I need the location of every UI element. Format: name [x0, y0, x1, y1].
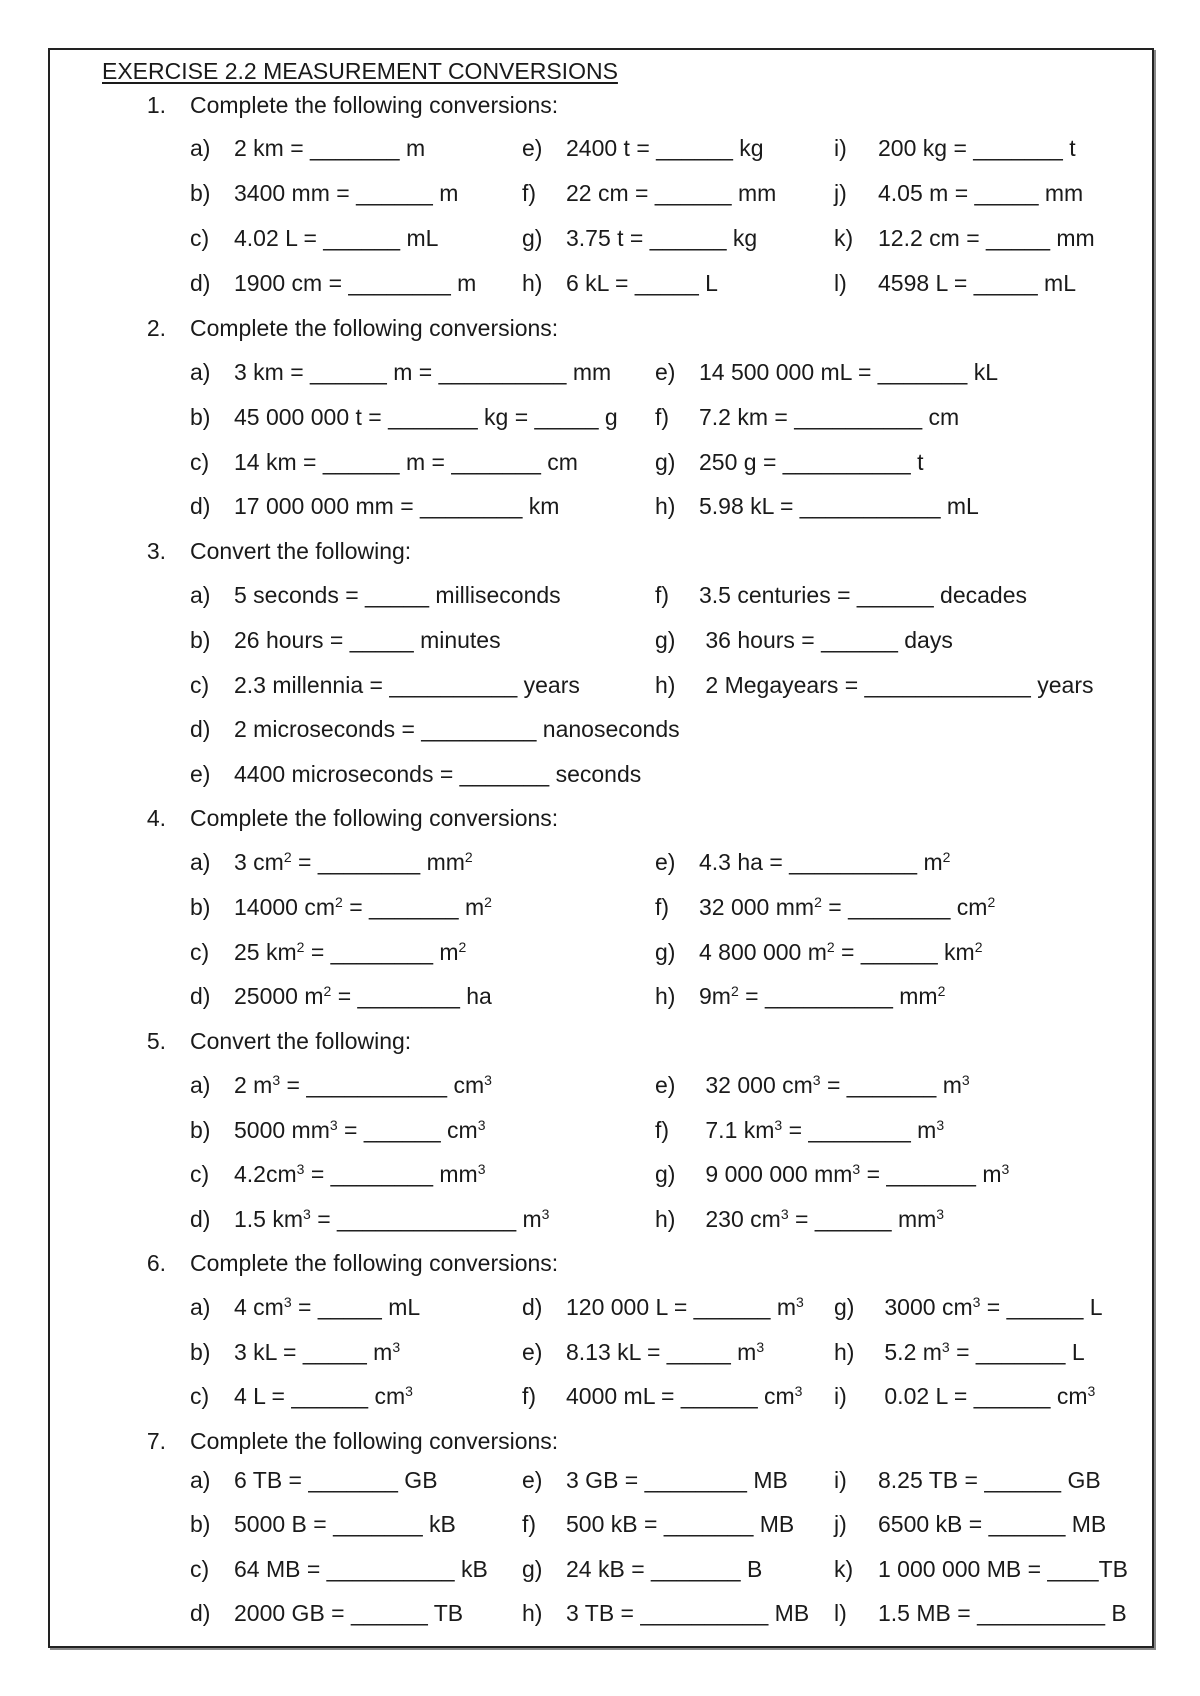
conversion-item	[190, 134, 425, 162]
item-label: f)	[655, 1117, 670, 1143]
conversion-item	[834, 224, 1095, 252]
item-text: 3 km = ______ m = __________ mm	[234, 359, 612, 385]
conversion-item	[190, 358, 611, 386]
item-label: c)	[190, 1556, 210, 1582]
item-label: l)	[834, 270, 847, 296]
item-label: h)	[655, 1206, 676, 1232]
item-label: b)	[190, 627, 211, 653]
item-label: c)	[190, 1161, 210, 1187]
conversion-item	[655, 1205, 944, 1233]
item-text: 64 MB = __________ kB	[234, 1556, 488, 1582]
item-text: 1.5 MB = __________ B	[878, 1600, 1127, 1626]
item-label: b)	[190, 180, 211, 206]
item-text: 2000 GB = ______ TB	[234, 1600, 464, 1626]
item-label: e)	[655, 1072, 676, 1098]
item-label: a)	[190, 359, 211, 385]
conversion-item	[522, 224, 757, 252]
item-label: h)	[522, 270, 543, 296]
item-label: h)	[522, 1600, 543, 1626]
item-label: d)	[190, 1206, 211, 1232]
item-text: 200 kg = _______ t	[878, 135, 1076, 161]
conversion-item	[655, 448, 923, 476]
conversion-item	[190, 224, 438, 252]
conversion-item	[655, 492, 979, 520]
conversion-item	[655, 848, 950, 876]
question-instruction: Convert the following:	[190, 538, 412, 564]
conversion-item	[190, 1160, 486, 1188]
item-label: a)	[190, 1294, 211, 1320]
item-label: g)	[522, 225, 543, 251]
conversion-item	[190, 626, 501, 654]
conversion-item	[522, 1382, 802, 1410]
conversion-item	[522, 1599, 809, 1627]
item-text: 3.75 t = ______ kg	[566, 225, 758, 251]
conversion-item	[522, 1510, 794, 1538]
item-label: h)	[655, 493, 676, 519]
item-text: 22 cm = ______ mm	[566, 180, 777, 206]
conversion-item	[834, 134, 1076, 162]
conversion-item	[834, 1382, 1095, 1410]
conversion-item	[834, 179, 1083, 207]
item-label: g)	[655, 449, 676, 475]
item-label: d)	[190, 716, 211, 742]
item-label: h)	[834, 1339, 855, 1365]
item-text: 2.3 millennia = __________ years	[234, 672, 580, 698]
item-label: a)	[190, 582, 211, 608]
item-text: 32 000 $cm^3$ = _______ $m^3$	[699, 1072, 970, 1098]
conversion-item	[190, 1205, 549, 1233]
item-label: b)	[190, 894, 211, 920]
item-text: 120 000 L = ______ $m^3$	[566, 1294, 804, 1320]
question-instruction: Convert the following:	[190, 1028, 412, 1054]
conversion-item	[190, 1510, 456, 1538]
item-label: l)	[834, 1600, 847, 1626]
item-label: f)	[655, 894, 670, 920]
item-text: 25 $km^2$ = ________ $m^2$	[234, 939, 467, 965]
conversion-item	[834, 1293, 1103, 1321]
item-label: d)	[190, 270, 211, 296]
item-label: a)	[190, 1467, 211, 1493]
item-label: b)	[190, 1339, 211, 1365]
item-label: b)	[190, 404, 211, 430]
question-number: 1.	[146, 92, 166, 118]
item-text: 3 kL = _____ $m^3$	[234, 1339, 401, 1365]
item-text: 230 $cm^3$ = ______ $mm^3$	[699, 1206, 945, 1232]
conversion-item	[522, 1338, 764, 1366]
item-text: 32 000 $mm^2$ = ________ $cm^2$	[699, 894, 996, 920]
question-instruction: Complete the following conversions:	[190, 315, 559, 341]
item-text: 6 kL = _____ L	[566, 270, 718, 296]
item-text: 0.02 L = ______ $cm^3$	[878, 1383, 1096, 1409]
item-text: 5 seconds = _____ milliseconds	[234, 582, 561, 608]
conversion-item	[522, 1555, 762, 1583]
item-label: a)	[190, 1072, 211, 1098]
conversion-item	[190, 1338, 400, 1366]
item-text: 1900 cm = ________ m	[234, 270, 477, 296]
item-text: 8.13 kL = _____ $m^3$	[566, 1339, 765, 1365]
conversion-item	[190, 179, 458, 207]
question-number: 2.	[146, 315, 166, 341]
conversion-item	[834, 1338, 1085, 1366]
item-text: 14 500 000 mL = _______ kL	[699, 359, 999, 385]
item-text: 4 800 000 $m^2$ = ______ $km^2$	[699, 939, 983, 965]
item-text: 1 000 000 MB = ____TB	[878, 1556, 1128, 1582]
item-text: 26 hours = _____ minutes	[234, 627, 501, 653]
conversion-item	[834, 269, 1076, 297]
conversion-item	[522, 179, 776, 207]
conversion-item	[655, 1071, 970, 1099]
item-text: $9m^2$ = __________ $mm^2$	[699, 983, 946, 1009]
item-label: g)	[834, 1294, 855, 1320]
conversion-item	[834, 1466, 1101, 1494]
item-text: 4 L = ______ $cm^3$	[234, 1383, 413, 1409]
item-label: e)	[522, 135, 543, 161]
item-text: 24 kB = _______ B	[566, 1556, 763, 1582]
conversion-item	[655, 403, 959, 431]
item-text: 6 TB = _______ GB	[234, 1467, 438, 1493]
item-text: 6500 kB = ______ MB	[878, 1511, 1107, 1537]
item-text: 5000 $mm^3$ = ______ $cm^3$	[234, 1117, 486, 1143]
item-label: b)	[190, 1511, 211, 1537]
item-text: 4 $cm^3$ = _____ mL	[234, 1294, 421, 1320]
conversion-item	[190, 581, 561, 609]
conversion-item	[190, 1466, 438, 1494]
item-text: 3400 mm = ______ m	[234, 180, 459, 206]
question-instruction: Complete the following conversions:	[190, 92, 559, 118]
item-text: 250 g = __________ t	[699, 449, 924, 475]
question-instruction: Complete the following conversions:	[190, 805, 559, 831]
conversion-item	[190, 1071, 492, 1099]
item-label: b)	[190, 1117, 211, 1143]
item-label: g)	[522, 1556, 543, 1582]
question-number: 6.	[146, 1250, 166, 1276]
item-label: g)	[655, 1161, 676, 1187]
item-text: 5.2 $m^3$ = _______ L	[878, 1339, 1085, 1365]
item-label: c)	[190, 449, 210, 475]
question-instruction: Complete the following conversions:	[190, 1250, 559, 1276]
item-label: i)	[834, 135, 847, 161]
item-text: 2 $m^3$ = ___________ $cm^3$	[234, 1072, 492, 1098]
item-text: 7.1 $km^3$ = ________ $m^3$	[699, 1117, 945, 1143]
item-label: k)	[834, 1556, 854, 1582]
item-text: 25000 $m^2$ = ________ ha	[234, 983, 492, 1009]
conversion-item	[655, 893, 995, 921]
conversion-item	[190, 982, 492, 1010]
item-text: 3000 $cm^3$ = ______ L	[878, 1294, 1103, 1320]
item-label: j)	[834, 180, 847, 206]
conversion-item	[190, 403, 618, 431]
conversion-item	[190, 1555, 488, 1583]
item-text: 1.5 $km^3$ = ______________ $m^3$	[234, 1206, 550, 1232]
item-label: e)	[655, 849, 676, 875]
item-label: d)	[190, 983, 211, 1009]
conversion-item	[190, 269, 476, 297]
item-text: 3 $cm^2$ = ________ $mm^2$	[234, 849, 473, 875]
item-label: c)	[190, 672, 210, 698]
item-label: a)	[190, 135, 211, 161]
item-text: 4000 mL = ______ $cm^3$	[566, 1383, 803, 1409]
item-text: 3 TB = __________ MB	[566, 1600, 810, 1626]
item-label: d)	[190, 1600, 211, 1626]
item-label: f)	[522, 1383, 537, 1409]
conversion-item	[522, 1293, 804, 1321]
item-text: $4.2cm^3$ = ________ $mm^3$	[234, 1161, 486, 1187]
question-instruction: Complete the following conversions:	[190, 1428, 559, 1454]
item-text: 4.05 m = _____ mm	[878, 180, 1084, 206]
item-text: 4.3 ha = __________ $m^2$	[699, 849, 951, 875]
conversion-item	[834, 1555, 1128, 1583]
conversion-item	[190, 715, 680, 743]
item-label: d)	[190, 493, 211, 519]
question-number: 4.	[146, 805, 166, 831]
item-text: 14000 $cm^2$ = _______ $m^2$	[234, 894, 492, 920]
conversion-item	[655, 1160, 1009, 1188]
item-label: j)	[834, 1511, 847, 1537]
question-number: 7.	[146, 1428, 166, 1454]
item-label: i)	[834, 1467, 847, 1493]
conversion-item	[190, 671, 580, 699]
conversion-item	[522, 1466, 788, 1494]
item-label: g)	[655, 627, 676, 653]
item-text: 8.25 TB = ______ GB	[878, 1467, 1101, 1493]
conversion-item	[190, 1293, 420, 1321]
conversion-item	[834, 1599, 1127, 1627]
item-text: 12.2 cm = _____ mm	[878, 225, 1095, 251]
item-label: c)	[190, 225, 210, 251]
item-label: h)	[655, 983, 676, 1009]
conversion-item	[655, 581, 1027, 609]
item-label: c)	[190, 1383, 210, 1409]
item-text: 5.98 kL = ___________ mL	[699, 493, 979, 519]
item-text: 500 kB = _______ MB	[566, 1511, 795, 1537]
item-text: 2 km = _______ m	[234, 135, 426, 161]
conversion-item	[834, 1510, 1106, 1538]
conversion-item	[190, 492, 559, 520]
item-text: 36 hours = ______ days	[699, 627, 953, 653]
item-label: f)	[655, 404, 670, 430]
item-text: 14 km = ______ m = _______ cm	[234, 449, 578, 475]
question-number: 5.	[146, 1028, 166, 1054]
item-label: f)	[655, 582, 670, 608]
item-label: e)	[190, 761, 211, 787]
item-text: 3 GB = ________ MB	[566, 1467, 788, 1493]
conversion-item	[655, 671, 1093, 699]
conversion-item	[190, 1116, 485, 1144]
item-text: 4400 microseconds = _______ seconds	[234, 761, 642, 787]
item-text: 4598 L = _____ mL	[878, 270, 1077, 296]
worksheet-title: EXERCISE 2.2 MEASUREMENT CONVERSIONS	[102, 58, 618, 84]
item-text: 4.02 L = ______ mL	[234, 225, 439, 251]
item-label: i)	[834, 1383, 847, 1409]
conversion-item	[655, 626, 953, 654]
conversion-item	[522, 269, 718, 297]
item-label: h)	[655, 672, 676, 698]
conversion-item	[190, 893, 492, 921]
item-text: 2400 t = ______ kg	[566, 135, 764, 161]
item-label: a)	[190, 849, 211, 875]
conversion-item	[655, 358, 998, 386]
item-label: d)	[522, 1294, 543, 1320]
item-label: k)	[834, 225, 854, 251]
item-text: 45 000 000 t = _______ kg = _____ g	[234, 404, 618, 430]
item-text: 17 000 000 mm = ________ km	[234, 493, 560, 519]
conversion-item	[655, 982, 945, 1010]
item-text: 5000 B = _______ kB	[234, 1511, 456, 1537]
item-label: c)	[190, 939, 210, 965]
item-text: 9 000 000 $mm^3$ = _______ $m^3$	[699, 1161, 1010, 1187]
item-label: f)	[522, 180, 537, 206]
conversion-item	[190, 848, 473, 876]
item-text: 2 microseconds = _________ nanoseconds	[234, 716, 680, 742]
conversion-item	[522, 134, 764, 162]
item-text: 2 Megayears = _____________ years	[699, 672, 1094, 698]
item-label: e)	[522, 1467, 543, 1493]
item-label: f)	[522, 1511, 537, 1537]
item-label: g)	[655, 939, 676, 965]
conversion-item	[190, 1599, 463, 1627]
question-number: 3.	[146, 538, 166, 564]
conversion-item	[190, 448, 578, 476]
item-text: 3.5 centuries = ______ decades	[699, 582, 1027, 608]
conversion-item	[655, 1116, 944, 1144]
item-text: 7.2 km = __________ cm	[699, 404, 960, 430]
item-label: e)	[655, 359, 676, 385]
conversion-item	[655, 938, 982, 966]
conversion-item	[190, 760, 641, 788]
item-label: e)	[522, 1339, 543, 1365]
conversion-item	[190, 938, 466, 966]
conversion-item	[190, 1382, 413, 1410]
